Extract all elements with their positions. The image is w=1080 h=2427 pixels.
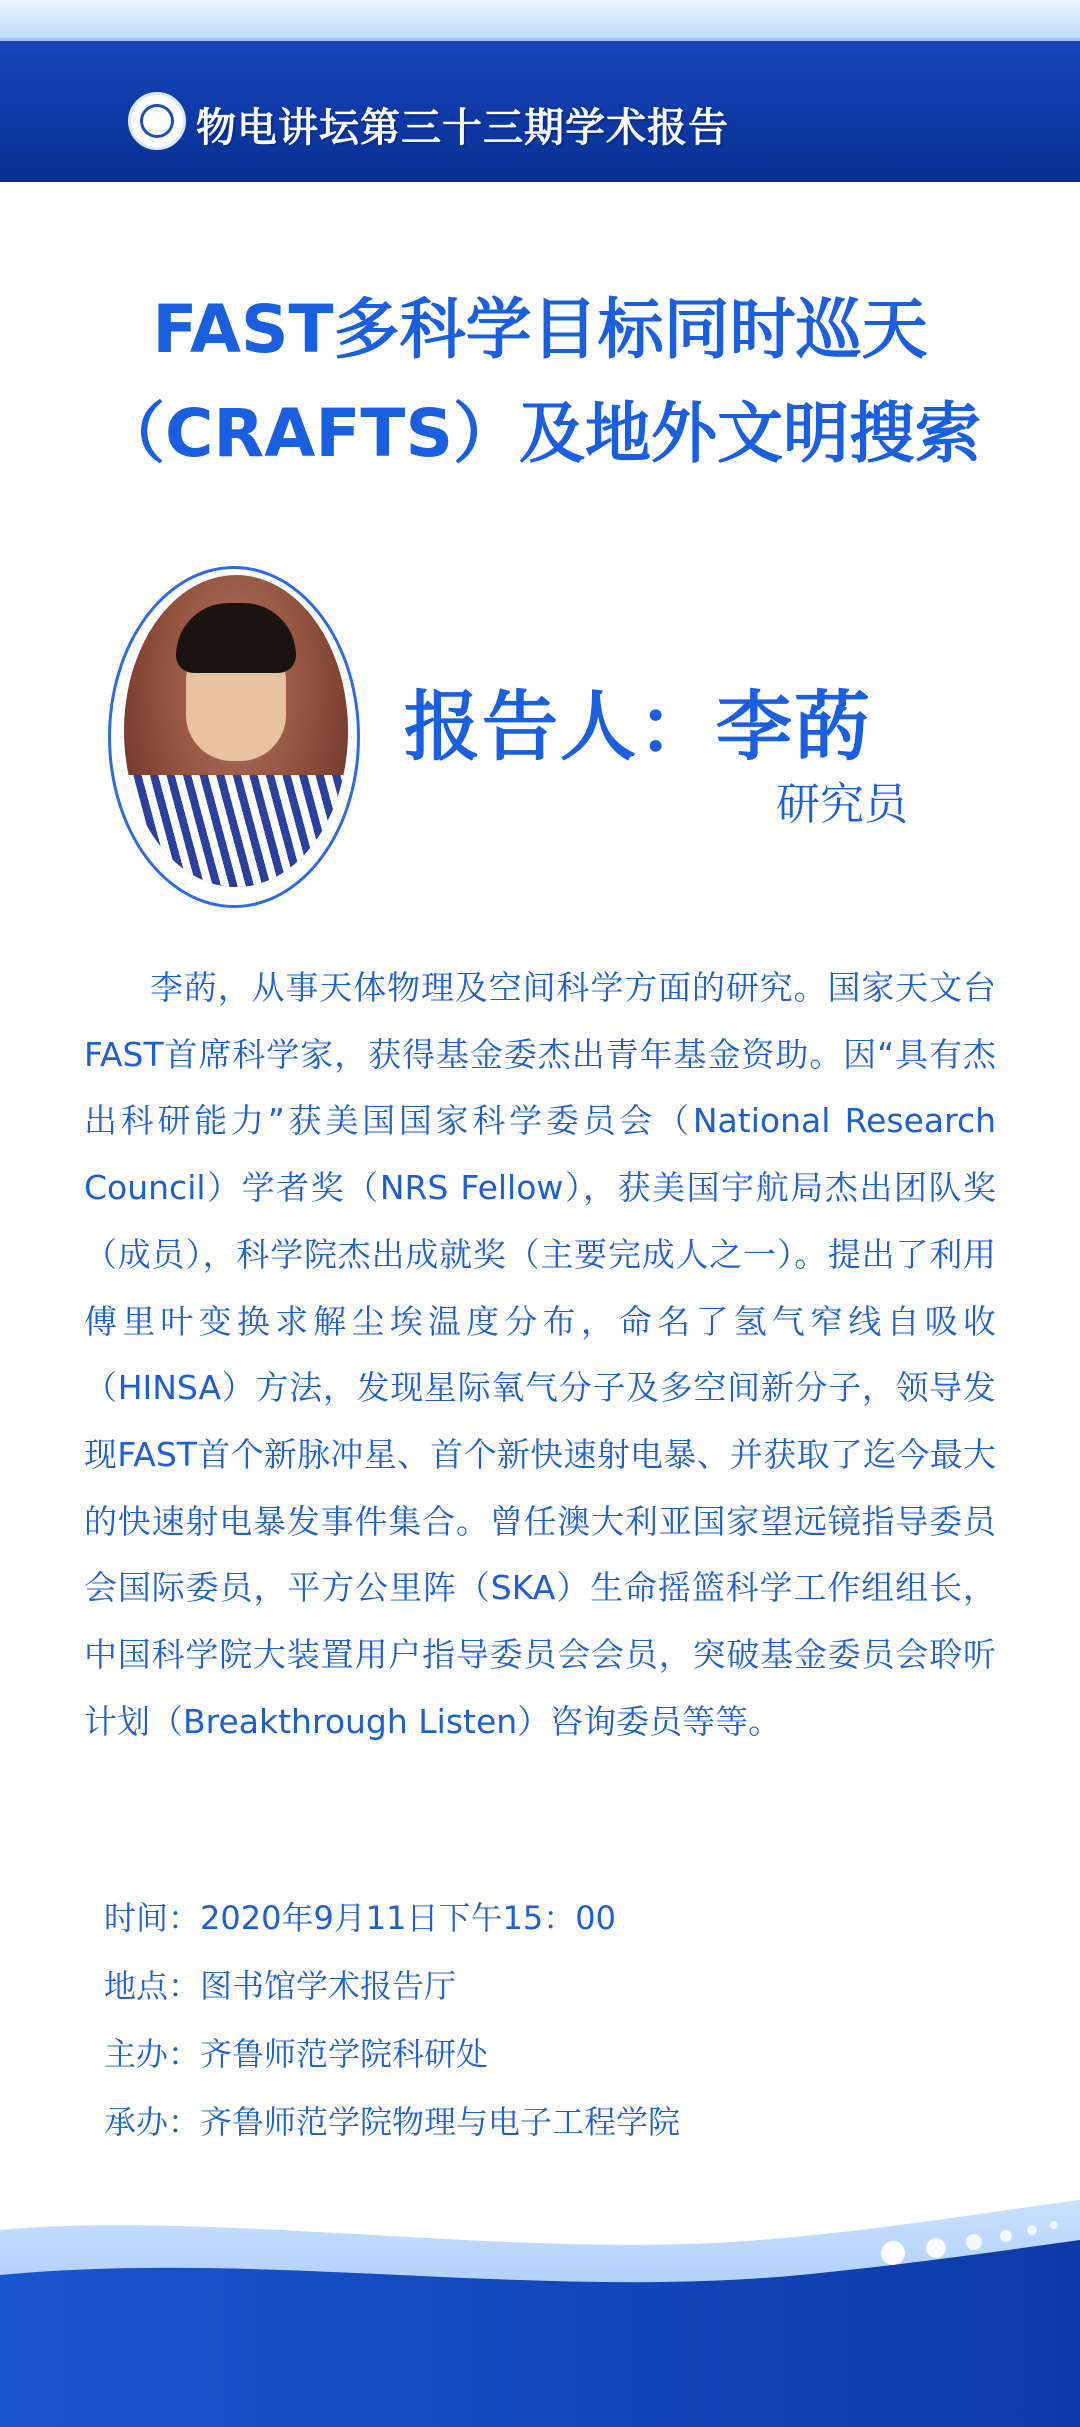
speaker-position: 研究员: [776, 779, 908, 830]
header-divider: [0, 38, 1080, 41]
dot-6: [1050, 2221, 1058, 2229]
header-top-glow: [0, 0, 1080, 38]
speaker-bio: 李菂，从事天体物理及空间科学方面的研究。国家天文台FAST首席科学家，获得基金委杰出青年基金资助。因“具有杰出科研能力”获美国国家科学委员会（National Research Council）学者奖（NRS Fellow），获美国宇航局杰出团队奖（成员），科学院杰出成就奖（主要完成人之一）。提出了利用傅里叶变换求解尘埃温度分布，命名了氢气窄线自吸收（HINSA）方法，发现星际氧气分子及多空间新分子，领导发现FAST首个新脉冲星、首个新快速射电暴、并获取了迄今最大的快速射电暴发事件集合。曾任澳大利亚国家望远镜指导委员会国际委员，平方公里阵（SKA）生命摇篮科学工作组组长，中国科学院大装置用户指导委员会会员，突破基金委员会聆听计划（Breakthrough Listen）咨询委员等等。: [84, 968, 996, 1741]
dot-4: [1000, 2230, 1012, 2242]
photo-hair: [176, 603, 296, 673]
talk-title-line-2: （CRAFTS）及地外文明搜索: [99, 395, 981, 472]
talk-title-line-1: FAST多科学目标同时巡天: [152, 291, 928, 368]
info-time: 时间：2020年9月11日下午15：00: [104, 1899, 616, 1937]
info-host: 主办：齐鲁师范学院科研处: [104, 2035, 489, 2073]
dot-2: [926, 2238, 946, 2258]
info-place: 地点：图书馆学术报告厅: [104, 1967, 457, 2005]
info-organizer: 承办：齐鲁师范学院物理与电子工程学院: [104, 2103, 681, 2141]
university-logo-icon: [128, 92, 186, 150]
dot-5: [1027, 2225, 1037, 2235]
photo-shirt: [124, 775, 348, 887]
footer-wave: [0, 2170, 1080, 2427]
speaker-name: 报告人：李菂: [404, 682, 872, 771]
header-title: 物电讲坛第三十三期学术报告: [196, 105, 729, 151]
dot-3: [966, 2234, 982, 2250]
dot-1: [881, 2241, 905, 2265]
speaker-photo: [124, 575, 348, 887]
header-banner: [0, 0, 1080, 182]
